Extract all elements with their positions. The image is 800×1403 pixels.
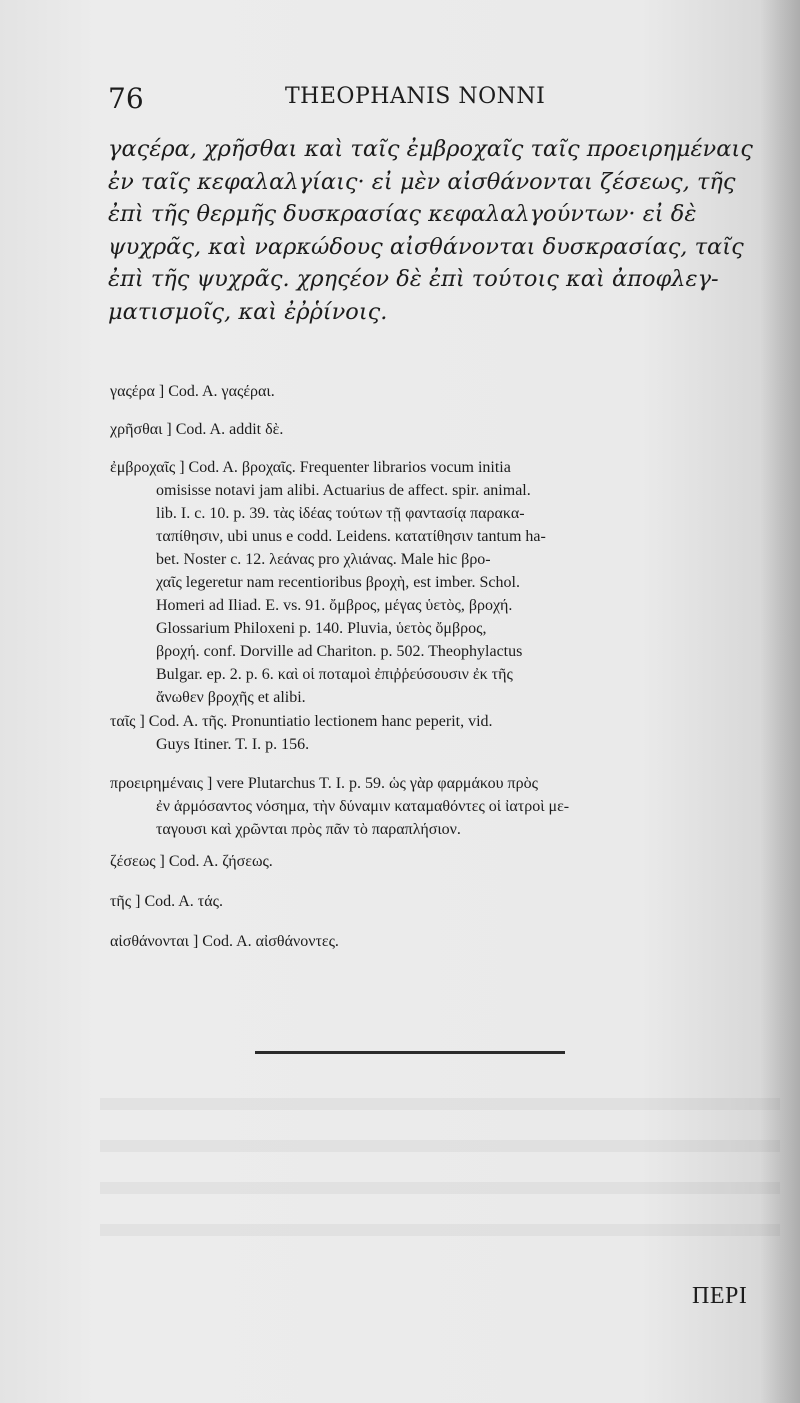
main-text-line: ἐπὶ τῆς θερμῆς δυσκρασίας κεφαλαλγούντων· εἰ δὲ [108,201,697,227]
greek-main-text [108,133,768,328]
note-entry [110,380,770,403]
horizontal-rule [255,1051,565,1054]
note-entry [110,890,770,913]
note-line: βροχή. conf. Dorville ad Chariton. p. 502. Theophylactus [156,643,523,660]
note-entry [110,456,770,709]
note-line: γαςέρα ] Cod. A. γαςέραι. [110,383,275,400]
note-line: lib. I. c. 10. p. 39. τὰς ἰδέας τούτων τῇ φαντασίᾳ παρακα- [156,505,525,522]
note-line: ἐν ἁρμόσαντος νόσημα, τὴν δύναμιν καταμαθόντες οἱ ἰατροὶ με- [156,798,570,815]
note-line: Homeri ad Iliad. E. vs. 91. ὄμβρος, μέγας ὑετὸς, βροχή. [156,597,513,614]
page-header [100,80,770,120]
main-text-line: γαςέρα, χρῆσθαι καὶ ταῖς ἐμβροχαῖς ταῖς προειρημέναις [108,136,753,162]
note-line: ἄνωθεν βροχῆς et alibi. [156,689,306,706]
note-line: χαῖς legeretur nam recentioribus βροχὴ, est imber. Schol. [156,574,520,591]
show-through [100,1140,780,1152]
note-line: ζέσεως ] Cod. A. ζήσεως. [110,853,273,870]
catchword: ΠΕΡΙ [692,1283,748,1309]
note-entry [110,418,770,441]
note-line: αἰσθάνονται ] Cod. A. αἰσθάνοντες. [110,933,339,950]
note-entry [110,772,770,841]
note-line: Guys Itiner. T. I. p. 156. [156,736,310,753]
note-line: τῆς ] Cod. A. τάς. [110,893,223,910]
show-through [100,1224,780,1236]
note-line: omisisse notavi jam alibi. Actuarius de affect. spir. animal. [156,482,531,499]
note-line: Bulgar. ep. 2. p. 6. καὶ οἱ ποταμοὶ ἐπιῤῥεύσουσιν ἐκ τῆς [156,666,513,683]
note-line: bet. Noster c. 12. λεάνας pro χλιάνας. Male hic βρο- [156,551,491,568]
note-line: προειρημέναις ] vere Plutarchus T. I. p. 59. ὡς γὰρ φαρμάκου πρὸς [110,775,538,792]
running-title: THEOPHANIS NONNI [285,84,546,109]
page-number: 76 [108,82,144,115]
note-entry [110,850,770,873]
note-entry [110,710,770,756]
main-text-line: ψυχρᾶς, καὶ ναρκώδους αἰσθάνονται δυσκρασίας, ταῖς [108,233,744,260]
show-through [100,1182,780,1194]
show-through [100,1098,780,1110]
main-text-line: ματισμοῖς, καὶ ἐῤῥίνοις. [108,298,388,325]
note-line: ἐμβροχαῖς ] Cod. A. βροχαῖς. Frequenter librarios vocum initia [110,459,511,476]
main-text-line: ἐπὶ τῆς ψυχρᾶς. χρηςέον δὲ ἐπὶ τούτοις καὶ ἀποφλεγ- [108,266,719,292]
main-text-line: ἐν ταῖς κεφαλαλγίαις· εἰ μὲν αἰσθάνονται ζέσεως, τῆς [108,168,736,195]
note-line: Glossarium Philoxeni p. 140. Pluvia, ὑετὸς ὄμβρος, [156,620,487,637]
note-line: χρῆσθαι ] Cod. A. addit δὲ. [110,421,284,438]
note-line: ταπίθησιν, ubi unus e codd. Leidens. κατατίθησιν tantum ha- [156,528,546,545]
note-entry [110,930,770,953]
note-line: ταγουσι καὶ χρῶνται πρὸς πᾶν τὸ παραπλήσιον. [156,821,461,838]
note-line: ταῖς ] Cod. A. τῆς. Pronuntiatio lectionem hanc peperit, vid. [110,713,493,730]
